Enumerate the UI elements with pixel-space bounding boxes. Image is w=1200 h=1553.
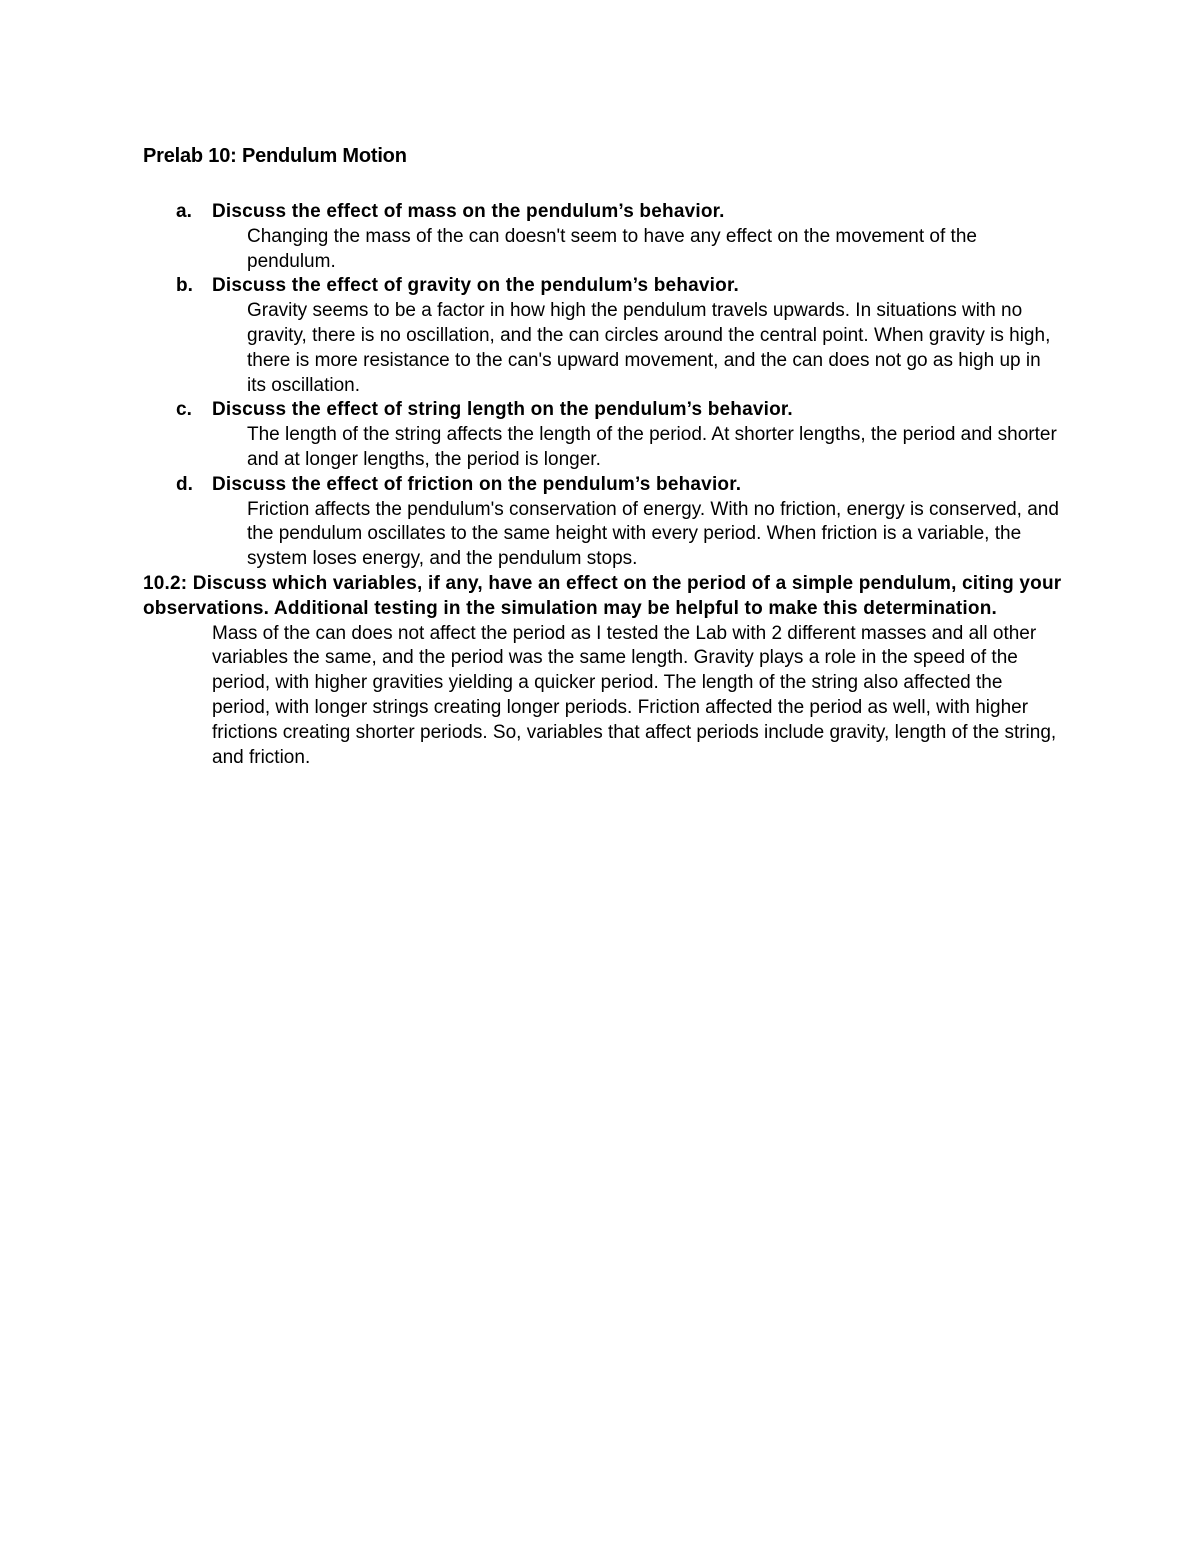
item-marker: a. xyxy=(176,201,192,222)
question-list xyxy=(176,200,1076,572)
question-text: Discuss the effect of friction on the pendulum’s behavior. xyxy=(212,473,742,495)
section-question: 10.2: Discuss which variables, if any, have an effect on the period of a simple pendulum, citing your observations. Additional testing in the simulation may be helpful to make this determination. xyxy=(143,573,1062,619)
item-marker: d. xyxy=(176,473,193,495)
answer-text: Changing the mass of the can doesn't seem to have any effect on the movement of the pendulum. xyxy=(247,225,977,272)
question-text: Discuss the effect of gravity on the pendulum’s behavior. xyxy=(212,275,739,297)
question-item-c xyxy=(176,398,1076,472)
question-item-a xyxy=(176,200,1076,274)
answer-text: The length of the string affects the length of the period. At shorter lengths, the period and shorter and at longer lengths, the period is longer. xyxy=(247,424,1057,470)
item-marker: c. xyxy=(176,399,192,421)
answer-text: Friction affects the pendulum's conservation of energy. With no friction, energy is conserved, and the pendulum oscillates to the same height with every period. When friction is a variable, the system loses energy, and the pendulum stops. xyxy=(247,498,1059,570)
question-text: Discuss the effect of mass on the pendulum’s behavior. xyxy=(212,201,725,222)
item-marker: b. xyxy=(176,275,193,297)
question-item-b xyxy=(176,274,1076,398)
question-item-d xyxy=(176,473,1076,572)
question-text: Discuss the effect of string length on the pendulum’s behavior. xyxy=(212,399,793,421)
section-answer: Mass of the can does not affect the period as I tested the Lab with 2 different masses and all other variables the same, and the period was the same length. Gravity plays a role in the speed of the period, with higher gravities yielding a quicker period. The length of the string also affected the period, with longer strings creating longer periods. Friction affected the period as well, with higher frictions creating shorter periods. So, variables that affect periods include gravity, length of the string, and friction. xyxy=(212,622,1057,768)
answer-text: Gravity seems to be a factor in how high the pendulum travels upwards. In situations with no gravity, there is no oscillation, and the can circles around the central point. When gravity is high, there is more resistance to the can's upward movement, and the can does not go as high up in its oscillation. xyxy=(247,300,1051,396)
section-10-2 xyxy=(143,572,1063,770)
document-title: Prelab 10: Pendulum Motion xyxy=(143,145,407,167)
